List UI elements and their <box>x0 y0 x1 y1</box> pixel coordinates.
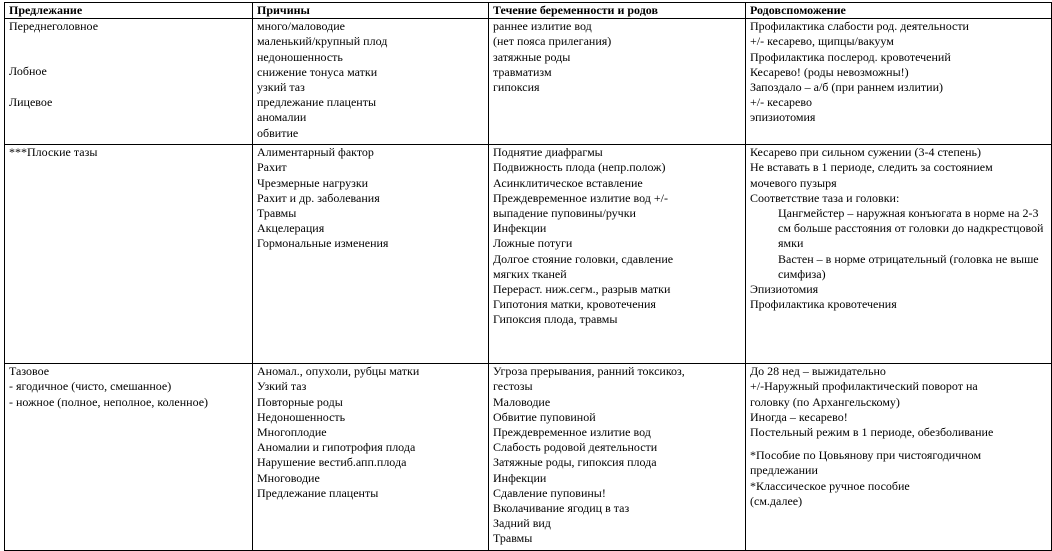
list-item: Аномалии и гипотрофия плода <box>257 440 416 455</box>
list-item: Асинклитическое вставление <box>493 175 643 190</box>
course-cell <box>489 145 746 364</box>
list-item: гипоксия <box>493 80 540 95</box>
causes-cell <box>253 19 489 145</box>
list-item: предлежании <box>750 463 818 478</box>
list-item: Вастен – в норме отрицательный (головка не выше симфиза) <box>778 251 1039 281</box>
list-item: Рахит <box>257 160 287 175</box>
course-cell <box>489 364 746 551</box>
table-row <box>5 364 1052 551</box>
list-item: Кесарево! (роды невозможны!) <box>750 64 909 79</box>
header-causes: Причины <box>253 3 489 19</box>
list-item: эпизиотомия <box>750 110 816 125</box>
list-item: Повторные роды <box>257 394 343 409</box>
list-item: затяжные роды <box>493 49 571 64</box>
care-cell <box>746 19 1052 145</box>
list-item: Гипотония матки, кровотечения <box>493 297 656 312</box>
list-item: много/маловодие <box>257 19 345 34</box>
list-item: Инфекции <box>493 221 547 236</box>
list-item: Узкий таз <box>257 379 307 394</box>
list-item: Кесарево при сильном сужении (3-4 степень) <box>750 145 981 160</box>
list-item: Профилактика слабости род. деятельности <box>750 19 969 34</box>
table-row <box>5 19 1052 145</box>
list-item: раннее излитие вод <box>493 19 592 34</box>
list-item: мягких тканей <box>493 266 567 281</box>
obstetrics-table <box>4 2 1052 551</box>
list-item: головку (по Архангельскому) <box>750 394 900 409</box>
list-item: предлежание плаценты <box>257 95 377 110</box>
list-item: Акцелерация <box>257 221 325 236</box>
list-item: снижение тонуса матки <box>257 64 378 79</box>
list-item: недоношенность <box>257 49 343 64</box>
list-item: Многоплодие <box>257 425 327 440</box>
list-item: узкий таз <box>257 80 305 95</box>
list-item: +/-Наружный профилактический поворот на <box>750 379 978 394</box>
list-item: Затяжные роды, гипоксия плода <box>493 455 657 470</box>
list-item: мочевого пузыря <box>750 175 837 190</box>
list-item: Запоздало – а/б (при раннем излитии) <box>750 80 944 95</box>
list-item: Не вставать в 1 периоде, следить за состоянием <box>750 160 993 175</box>
list-item: Профилактика кровотечения <box>750 297 897 312</box>
causes-cell <box>253 364 489 551</box>
list-item: (см.далее) <box>750 493 803 508</box>
list-item: маленький/крупный плод <box>257 34 388 49</box>
list-item: *Классическое ручное пособие <box>750 478 910 493</box>
header-course: Течение беременности и родов <box>489 3 746 19</box>
list-item: Цангмейстер – наружная конъюгата в норме на 2-3 см больше расстояния от головки до надкрестцовой ямки <box>778 206 1044 251</box>
list-item: Травмы <box>257 206 297 221</box>
list-item: *Пособие по Цовьянову при чистоягодичном <box>750 448 982 463</box>
list-item: +/- кесарево <box>750 95 812 110</box>
list-item: Иногда – кесарево! <box>750 409 848 424</box>
list-item: аномалии <box>257 110 307 125</box>
care-cell <box>746 145 1052 364</box>
presentation-text: ***Плоские тазы <box>9 145 98 160</box>
presentation-cell <box>5 364 253 551</box>
list-item: Аномал., опухоли, рубцы матки <box>257 364 420 379</box>
presentation-text: Лобное <box>9 64 47 79</box>
list-item: Травмы <box>493 531 533 546</box>
list-item: Алиментарный фактор <box>257 145 374 160</box>
list-item: Соответствие таза и головки: <box>750 190 900 205</box>
list-item: Долгое стояние головки, сдавление <box>493 251 674 266</box>
list-item: Перераст. ниж.сегм., разрыв матки <box>493 282 671 297</box>
presentation-text: Переднеголовное <box>9 19 99 34</box>
course-cell <box>489 19 746 145</box>
list-item: Сдавление пуповины! <box>493 485 606 500</box>
presentation-text: - ягодичное (чисто, смешанное) <box>9 379 172 394</box>
list-item: гестозы <box>493 379 533 394</box>
list-item: Многоводие <box>257 470 320 485</box>
list-item: Инфекции <box>493 470 547 485</box>
presentation-text: Тазовое <box>9 364 50 379</box>
list-item: Рахит и др. заболевания <box>257 190 380 205</box>
list-item: Нарушение вестиб.апп.плода <box>257 455 407 470</box>
list-item: Маловодие <box>493 394 551 409</box>
list-item: Угроза прерывания, ранний токсикоз, <box>493 364 685 379</box>
list-item: выпадение пуповины/ручки <box>493 206 636 221</box>
list-item: Задний вид <box>493 516 551 531</box>
presentation-text: Лицевое <box>9 94 53 109</box>
list-item: Преждевременное излитие вод +/- <box>493 190 668 205</box>
presentation-cell <box>5 19 253 145</box>
care-cell <box>746 364 1052 551</box>
list-item: Вколачивание ягодиц в таз <box>493 501 630 516</box>
list-item: Гормональные изменения <box>257 236 389 251</box>
list-item: Гипоксия плода, травмы <box>493 312 618 327</box>
list-item: (нет пояса прилегания) <box>493 34 612 49</box>
presentation-cell <box>5 145 253 364</box>
header-care: Родовспоможение <box>746 3 1052 19</box>
list-item: Недоношенность <box>257 409 346 424</box>
header-row <box>5 3 1052 19</box>
list-item: Постельный режим в 1 периоде, обезболивание <box>750 425 994 440</box>
list-item: Слабость родовой деятельности <box>493 440 658 455</box>
list-item: +/- кесарево, щипцы/вакуум <box>750 34 894 49</box>
list-item: До 28 нед – выжидательно <box>750 364 886 379</box>
table-row <box>5 145 1052 364</box>
header-presentation: Предлежание <box>5 3 253 19</box>
list-item: Преждевременное излитие вод <box>493 425 651 440</box>
list-item: Обвитие пуповиной <box>493 409 596 424</box>
list-item: Чрезмерные нагрузки <box>257 175 369 190</box>
list-item: травматизм <box>493 64 552 79</box>
list-item: Ложные потуги <box>493 236 573 251</box>
list-item: Поднятие диафрагмы <box>493 145 603 160</box>
list-item: Профилактика послерод. кровотечений <box>750 49 951 64</box>
list-item: Эпизиотомия <box>750 282 819 297</box>
list-item: Подвижность плода (непр.полож) <box>493 160 666 175</box>
list-item: Предлежание плаценты <box>257 485 379 500</box>
presentation-text: - ножное (полное, неполное, коленное) <box>9 394 209 409</box>
list-item: обвитие <box>257 125 299 140</box>
causes-cell <box>253 145 489 364</box>
